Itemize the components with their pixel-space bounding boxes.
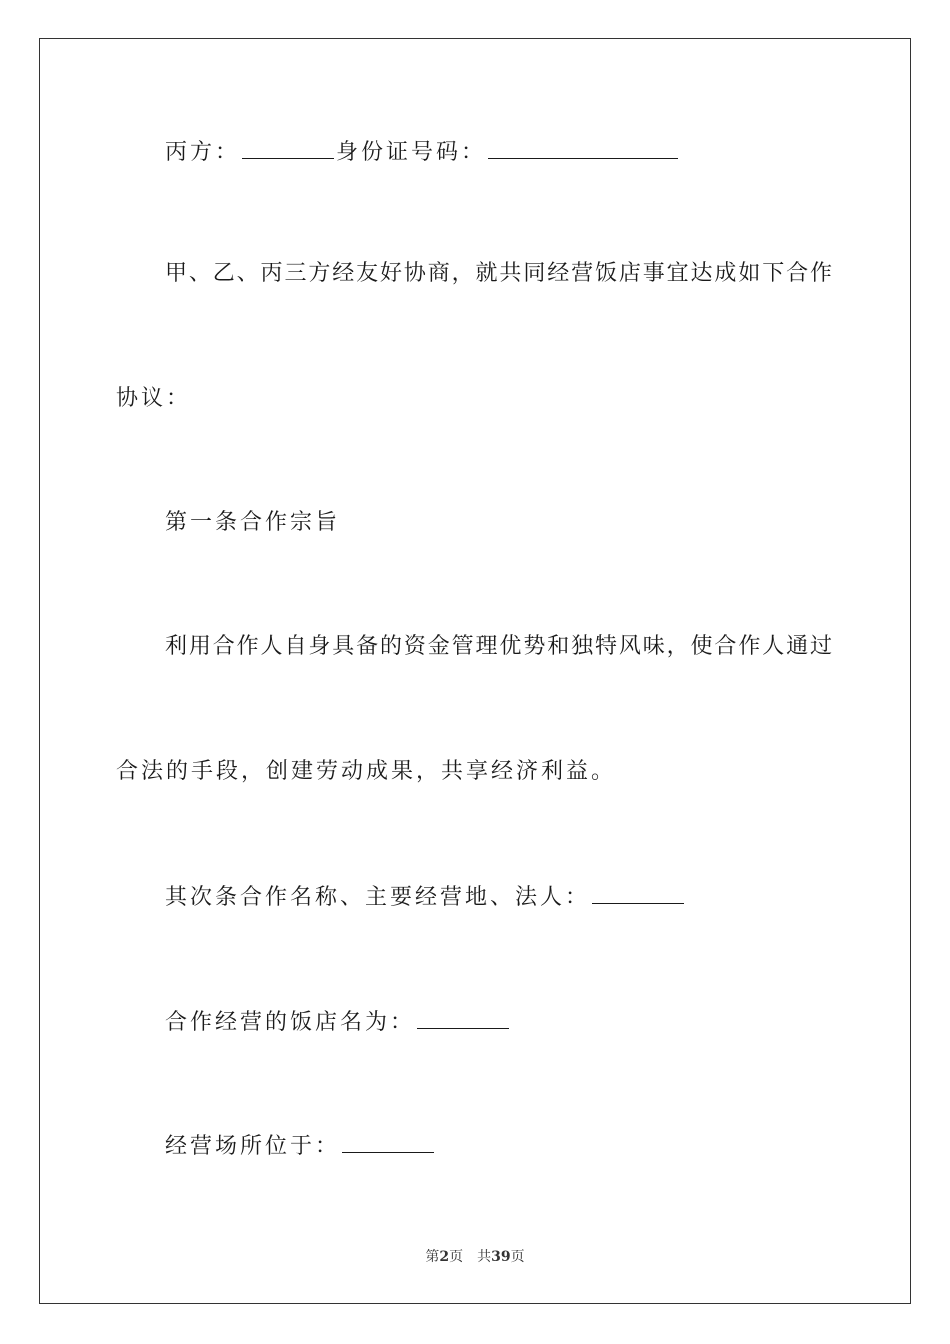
party-c-line — [165, 136, 680, 168]
page-footer — [0, 1247, 950, 1267]
paragraph-intro-line-1: 甲、乙、丙三方经友好协商，就共同经营饭店事宜达成如下合作 — [165, 261, 832, 286]
party-c-name-blank — [242, 136, 334, 159]
location-label: 经营场所位于： — [165, 1134, 341, 1159]
article-1-text-line-2: 合法的手段，创建劳动成果，共享经济利益。 — [116, 759, 617, 784]
page-frame — [39, 38, 911, 1304]
legal-person-blank — [592, 881, 684, 904]
location-line — [165, 1130, 436, 1162]
id-number-label: 身份证号码： — [336, 140, 487, 165]
footer-total-suffix: 页 — [510, 1249, 525, 1265]
footer-total-number: 39 — [491, 1249, 511, 1265]
article-2-heading-line — [165, 881, 686, 913]
article-2-heading: 其次条合作名称、主要经营地、法人： — [165, 885, 591, 910]
location-blank — [342, 1130, 434, 1153]
party-c-label: 丙方： — [165, 140, 241, 165]
restaurant-name-blank — [417, 1006, 509, 1029]
footer-page-prefix: 第 — [425, 1249, 440, 1265]
footer-page-suffix: 页 — [449, 1249, 464, 1265]
article-1-text-line-1: 利用合作人自身具备的资金管理优势和独特风味，使合作人通过 — [165, 634, 832, 659]
footer-total-prefix: 共 — [477, 1249, 492, 1265]
footer-page-number: 2 — [439, 1249, 450, 1265]
id-number-blank — [488, 136, 678, 159]
article-1-heading: 第一条合作宗旨 — [165, 510, 341, 535]
restaurant-name-label: 合作经营的饭店名为： — [165, 1010, 416, 1035]
restaurant-name-line — [165, 1006, 511, 1038]
paragraph-intro-line-2: 协议： — [116, 386, 192, 411]
